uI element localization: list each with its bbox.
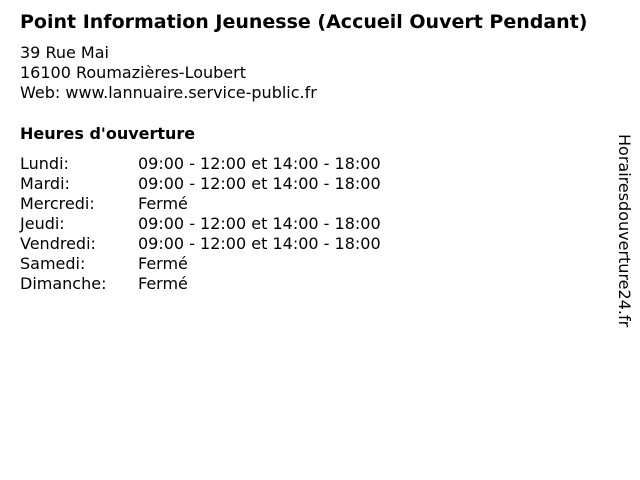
hours-row-wednesday xyxy=(20,194,381,214)
hours-day: Mardi: xyxy=(20,174,70,193)
hours-row-monday xyxy=(20,154,381,174)
hours-row-friday xyxy=(20,234,381,254)
hours-time: 09:00 - 12:00 et 14:00 - 18:00 xyxy=(138,154,381,173)
hours-time: Fermé xyxy=(138,254,188,273)
hours-day: Dimanche: xyxy=(20,274,107,293)
page-title: Point Information Jeunesse (Accueil Ouvert Pendant) xyxy=(20,11,588,33)
opening-hours-table xyxy=(20,154,381,294)
address-web: Web: www.lannuaire.service-public.fr xyxy=(20,83,317,102)
hours-row-saturday xyxy=(20,254,381,274)
hours-row-tuesday xyxy=(20,174,381,194)
hours-day: Mercredi: xyxy=(20,194,95,213)
hours-day: Samedi: xyxy=(20,254,86,273)
address-street: 39 Rue Mai xyxy=(20,43,109,62)
hours-row-thursday xyxy=(20,214,381,234)
address-city: 16100 Roumazières-Loubert xyxy=(20,63,246,82)
hours-time: 09:00 - 12:00 et 14:00 - 18:00 xyxy=(138,174,381,193)
opening-hours-heading: Heures d'ouverture xyxy=(20,124,196,143)
hours-day: Jeudi: xyxy=(20,214,65,233)
hours-time: 09:00 - 12:00 et 14:00 - 18:00 xyxy=(138,214,381,233)
hours-time: Fermé xyxy=(138,194,188,213)
hours-time: 09:00 - 12:00 et 14:00 - 18:00 xyxy=(138,234,381,253)
hours-day: Lundi: xyxy=(20,154,69,173)
site-watermark: Horairesdouverture24.fr xyxy=(615,134,634,328)
hours-row-sunday xyxy=(20,274,381,294)
hours-time: Fermé xyxy=(138,274,188,293)
address-block xyxy=(20,43,317,103)
hours-day: Vendredi: xyxy=(20,234,96,253)
